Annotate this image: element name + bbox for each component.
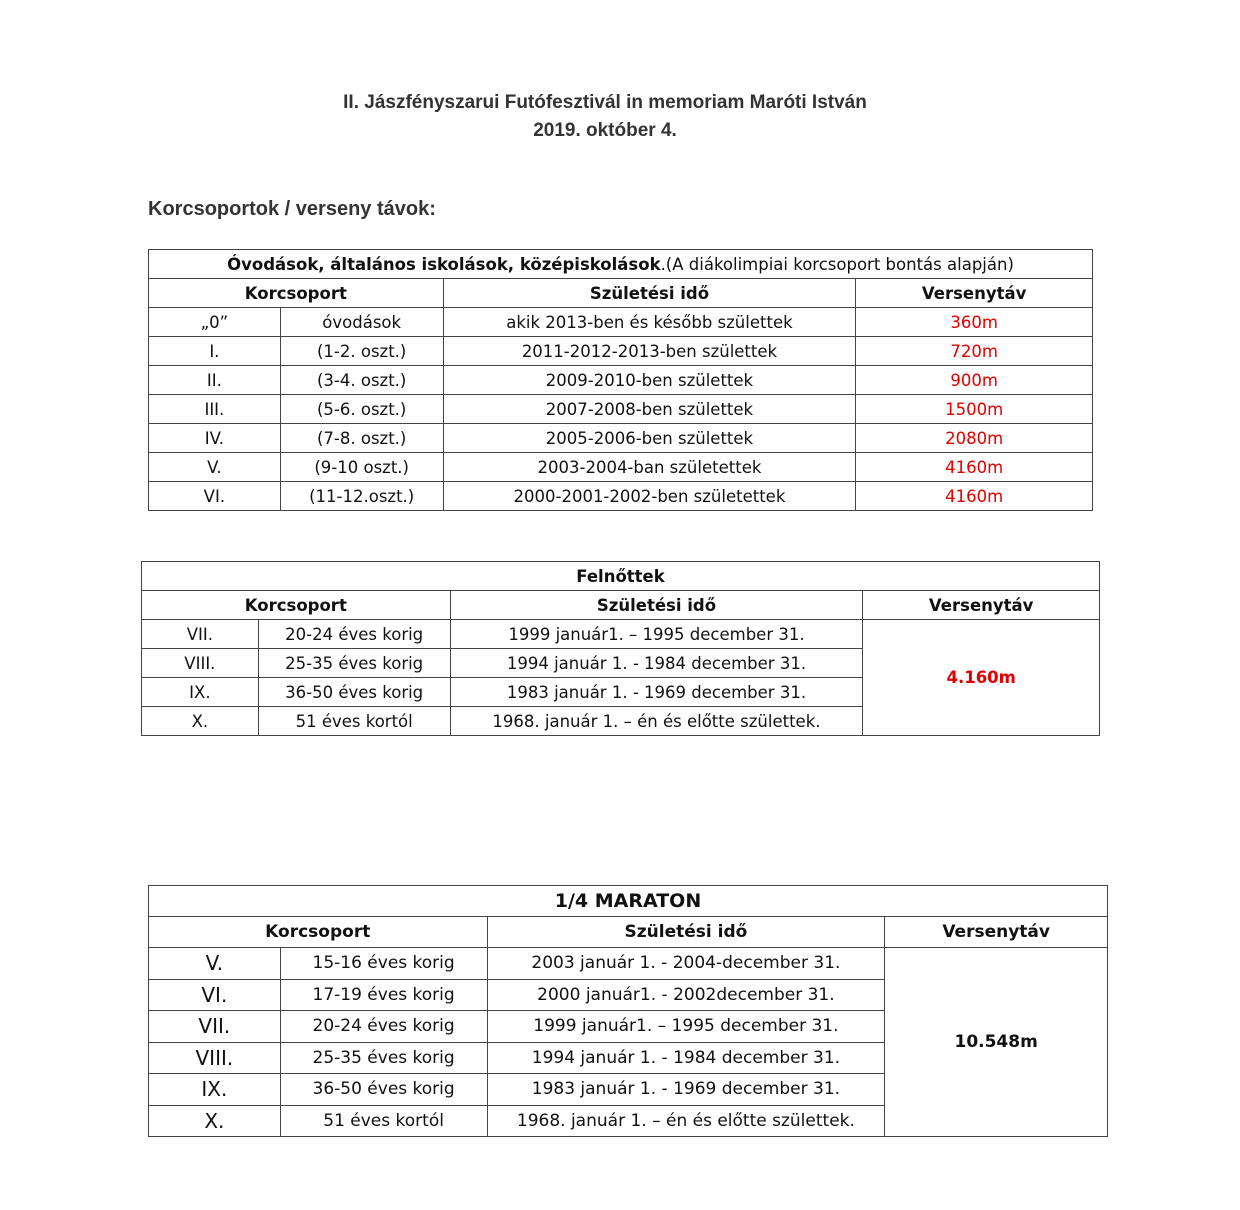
event-date: 2019. október 4. <box>533 120 677 141</box>
header-versenytav: Versenytáv <box>863 591 1100 620</box>
desc-cell: (7-8. oszt.) <box>280 424 443 453</box>
adults-age-groups-table <box>141 561 1100 736</box>
header-korcsoport: Korcsoport <box>149 279 444 308</box>
birth-cell: 1968. január 1. – én és előtte születtek. <box>487 1105 885 1137</box>
desc-cell: (5-6. oszt.) <box>280 395 443 424</box>
birth-cell: 1983 január 1. - 1969 december 31. <box>487 1074 885 1106</box>
birth-cell: 1999 január1. – 1995 december 31. <box>487 1011 885 1043</box>
table-row <box>149 424 1093 453</box>
group-cell: VIII. <box>142 649 259 678</box>
desc-cell: 25-35 éves korig <box>280 1042 487 1074</box>
section-heading: Korcsoportok / verseny távok: <box>148 198 436 220</box>
header-korcsoport: Korcsoport <box>149 917 488 948</box>
group-cell: V. <box>149 948 281 980</box>
header-versenytav: Versenytáv <box>885 917 1108 948</box>
group-cell: VIII. <box>149 1042 281 1074</box>
table-row <box>149 482 1093 511</box>
table-title: 1/4 MARATON <box>149 886 1108 917</box>
birth-cell: 2011-2012-2013-ben születtek <box>443 337 856 366</box>
group-cell: X. <box>149 1105 281 1137</box>
birth-cell: 1994 január 1. - 1984 december 31. <box>487 1042 885 1074</box>
birth-cell: 1994 január 1. - 1984 december 31. <box>450 649 863 678</box>
distance-cell: 4.160m <box>863 620 1100 736</box>
birth-cell: akik 2013-ben és később születtek <box>443 308 856 337</box>
group-cell: IV. <box>149 424 281 453</box>
group-cell: X. <box>142 707 259 736</box>
distance-cell: 2080m <box>856 424 1093 453</box>
table-row <box>149 337 1093 366</box>
desc-cell: 20-24 éves korig <box>280 1011 487 1043</box>
quarter-marathon-table <box>148 885 1108 1137</box>
distance-cell: 1500m <box>856 395 1093 424</box>
group-cell: VII. <box>149 1011 281 1043</box>
desc-cell: (3-4. oszt.) <box>280 366 443 395</box>
group-cell: „0” <box>149 308 281 337</box>
birth-cell: 2003-2004-ban születettek <box>443 453 856 482</box>
desc-cell: (9-10 oszt.) <box>280 453 443 482</box>
distance-cell: 4160m <box>856 482 1093 511</box>
birth-cell: 2005-2006-ben születtek <box>443 424 856 453</box>
group-cell: VI. <box>149 482 281 511</box>
desc-cell: 36-50 éves korig <box>280 1074 487 1106</box>
desc-cell: 51 éves kortól <box>280 1105 487 1137</box>
header-szuletesi-ido: Születési idő <box>450 591 863 620</box>
distance-cell: 720m <box>856 337 1093 366</box>
table-row <box>149 366 1093 395</box>
table-row <box>142 620 1100 649</box>
table-row <box>149 948 1108 980</box>
birth-cell: 1968. január 1. – én és előtte születtek. <box>450 707 863 736</box>
group-cell: II. <box>149 366 281 395</box>
desc-cell: 51 éves kortól <box>258 707 450 736</box>
distance-cell: 10.548m <box>885 948 1108 1137</box>
group-cell: VI. <box>149 979 281 1011</box>
youth-age-groups-table <box>148 249 1093 511</box>
header-szuletesi-ido: Születési idő <box>487 917 885 948</box>
header-szuletesi-ido: Születési idő <box>443 279 856 308</box>
birth-cell: 2007-2008-ben születtek <box>443 395 856 424</box>
group-cell: V. <box>149 453 281 482</box>
desc-cell: 17-19 éves korig <box>280 979 487 1011</box>
table-title: Felnőttek <box>142 562 1100 591</box>
group-cell: I. <box>149 337 281 366</box>
birth-cell: 1983 január 1. - 1969 december 31. <box>450 678 863 707</box>
table-row <box>149 395 1093 424</box>
table-row <box>149 453 1093 482</box>
distance-cell: 900m <box>856 366 1093 395</box>
desc-cell: 20-24 éves korig <box>258 620 450 649</box>
desc-cell: (1-2. oszt.) <box>280 337 443 366</box>
desc-cell: 15-16 éves korig <box>280 948 487 980</box>
birth-cell: 2000 január1. - 2002december 31. <box>487 979 885 1011</box>
birth-cell: 2003 január 1. - 2004-december 31. <box>487 948 885 980</box>
group-cell: VII. <box>142 620 259 649</box>
distance-cell: 4160m <box>856 453 1093 482</box>
group-cell: III. <box>149 395 281 424</box>
document-title: II. Jászfényszarui Futófesztivál in memoriam Maróti István <box>343 92 867 113</box>
desc-cell: 36-50 éves korig <box>258 678 450 707</box>
header-versenytav: Versenytáv <box>856 279 1093 308</box>
table-title <box>149 250 1093 279</box>
desc-cell: (11-12.oszt.) <box>280 482 443 511</box>
desc-cell: 25-35 éves korig <box>258 649 450 678</box>
table-title-note: .(A diákolimpiai korcsoport bontás alapján) <box>660 254 1014 274</box>
header-korcsoport: Korcsoport <box>142 591 451 620</box>
group-cell: IX. <box>149 1074 281 1106</box>
distance-cell: 360m <box>856 308 1093 337</box>
desc-cell: óvodások <box>280 308 443 337</box>
birth-cell: 1999 január1. – 1995 december 31. <box>450 620 863 649</box>
birth-cell: 2000-2001-2002-ben születettek <box>443 482 856 511</box>
birth-cell: 2009-2010-ben születtek <box>443 366 856 395</box>
group-cell: IX. <box>142 678 259 707</box>
table-row <box>149 308 1093 337</box>
table-title-bold: Óvodások, általános iskolások, középiskolások <box>227 254 661 274</box>
